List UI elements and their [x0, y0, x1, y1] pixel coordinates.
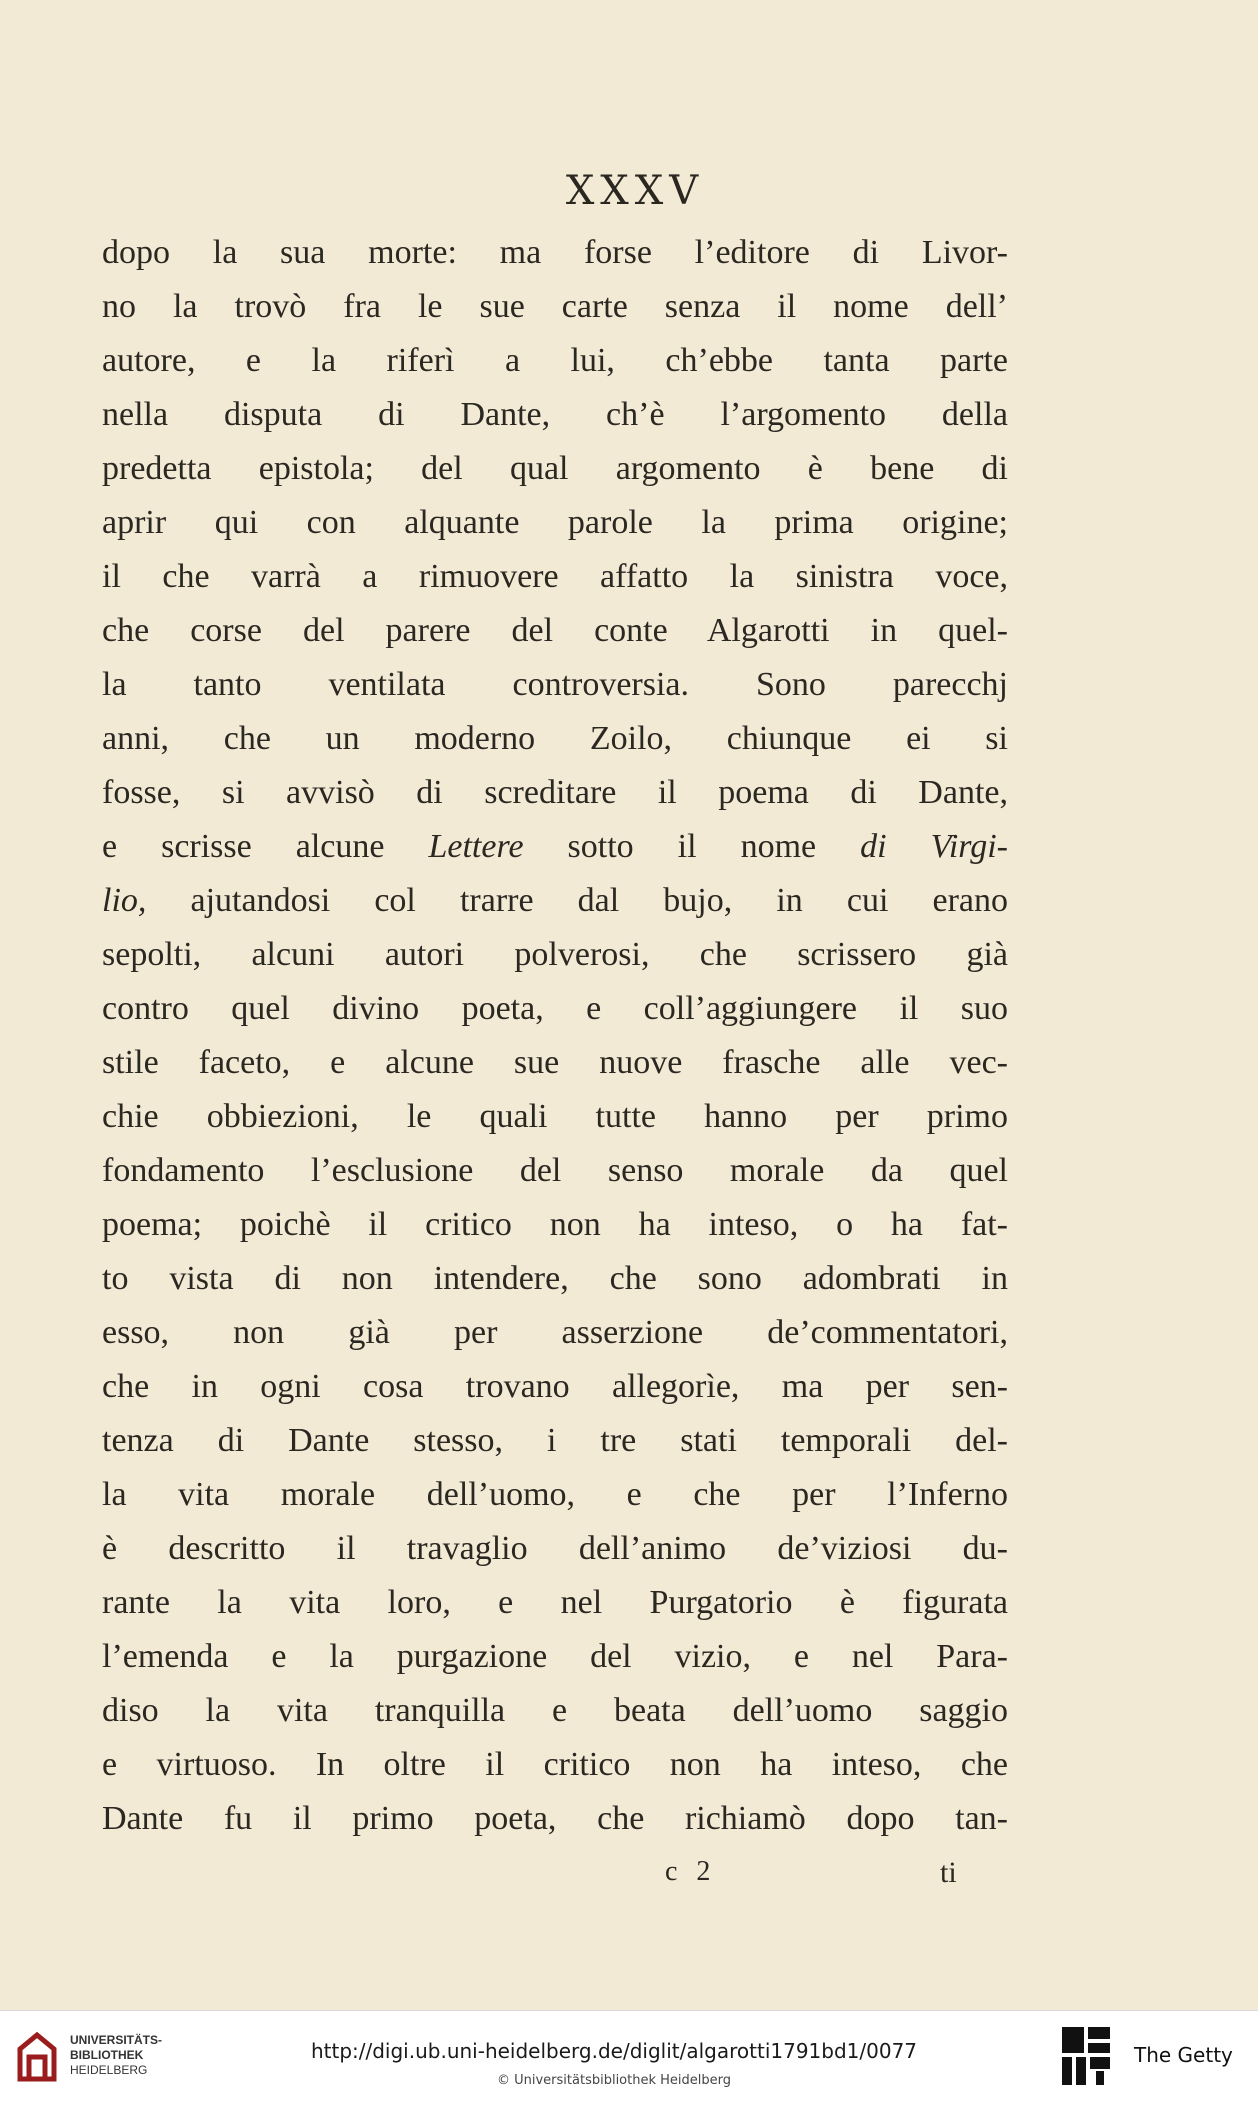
text-line: diso la vita tranquilla e beata dell’uomo saggio: [102, 1692, 1008, 1729]
text-line: fosse, si avvisò di screditare il poema di Dante,: [102, 774, 1008, 811]
italic-name: lio,: [102, 882, 147, 919]
text-line: l’emenda e la purgazione del vizio, e nel Para-: [102, 1638, 1008, 1675]
text-line: tenza di Dante stesso, i tre stati temporali del-: [102, 1422, 1008, 1459]
text-line: predetta epistola; del qual argomento è bene di: [102, 450, 1008, 487]
page-number-header: XXXV: [565, 168, 705, 214]
text-line: [102, 820, 1008, 874]
permalink-url[interactable]: http://digi.ub.uni-heidelberg.de/diglit/algarotti1791bd1/0077: [310, 2039, 918, 2063]
text-line: che in ogni cosa trovano allegorìe, ma per sen-: [102, 1368, 1008, 1405]
italic-title: Lettere: [428, 828, 524, 865]
text-line: esso, non già per asserzione de’commentatori,: [102, 1314, 1008, 1351]
text-line: stile faceto, e alcune sue nuove frasche alle vec-: [102, 1044, 1008, 1081]
italic-name: di Virgi-: [860, 828, 1008, 865]
copyright-notice: © Universitätsbibliothek Heidelberg: [496, 2073, 731, 2088]
text-line: la vita morale dell’uomo, e che per l’Inferno: [102, 1476, 1008, 1513]
text-segment: e scrisse alcune: [102, 828, 385, 865]
library-name-line: BIBLIOTHEK: [70, 2048, 144, 2062]
text-segment: ajutandosi col trarre dal bujo, in cui erano: [190, 882, 1008, 919]
text-segment: sotto il nome: [567, 828, 817, 865]
signature-mark: c 2: [665, 1856, 717, 1887]
text-line: rante la vita loro, e nel Purgatorio è figurata: [102, 1584, 1008, 1621]
text-line: anni, che un moderno Zoilo, chiunque ei si: [102, 720, 1008, 757]
text-line: contro quel divino poeta, e coll’aggiungere il suo: [102, 990, 1008, 1027]
text-line: [102, 874, 1008, 928]
footer-bar: [0, 2010, 1258, 2104]
text-line: è descritto il travaglio dell’animo de’viziosi du-: [102, 1530, 1008, 1567]
catchword: ti: [940, 1856, 957, 1889]
library-name-line: HEIDELBERG: [70, 2063, 148, 2077]
text-line: dopo la sua morte: ma forse l’editore di Livor-: [102, 234, 1008, 271]
text-line: che corse del parere del conte Algarotti in quel-: [102, 612, 1008, 649]
text-line: autore, e la riferì a lui, ch’ebbe tanta parte: [102, 342, 1008, 379]
text-line: poema; poichè il critico non ha inteso, o ha fat-: [102, 1206, 1008, 1243]
text-line: Dante fu il primo poeta, che richiamò dopo tan-: [102, 1800, 1008, 1837]
text-line: il che varrà a rimuovere affatto la sinistra voce,: [102, 558, 1008, 595]
text-line: chie obbiezioni, le quali tutte hanno per primo: [102, 1098, 1008, 1135]
library-name-line: UNIVERSITÄTS-: [70, 2033, 163, 2047]
text-line: aprir qui con alquante parole la prima origine;: [102, 504, 1008, 541]
text-line: la tanto ventilata controversia. Sono parecchj: [102, 666, 1008, 703]
body-text: [102, 226, 1008, 1846]
text-line: to vista di non intendere, che sono adombrati in: [102, 1260, 1008, 1297]
text-line: fondamento l’esclusione del senso morale da quel: [102, 1152, 1008, 1189]
text-line: e virtuoso. In oltre il critico non ha inteso, che: [102, 1746, 1008, 1783]
text-line: nella disputa di Dante, ch’è l’argomento della: [102, 396, 1008, 433]
getty-logo-icon[interactable]: [1060, 2025, 1112, 2087]
text-line: no la trovò fra le sue carte senza il nome dell’: [102, 288, 1008, 325]
partner-name: The Getty: [1134, 2043, 1233, 2067]
text-line: sepolti, alcuni autori polverosi, che scrissero già: [102, 936, 1008, 973]
